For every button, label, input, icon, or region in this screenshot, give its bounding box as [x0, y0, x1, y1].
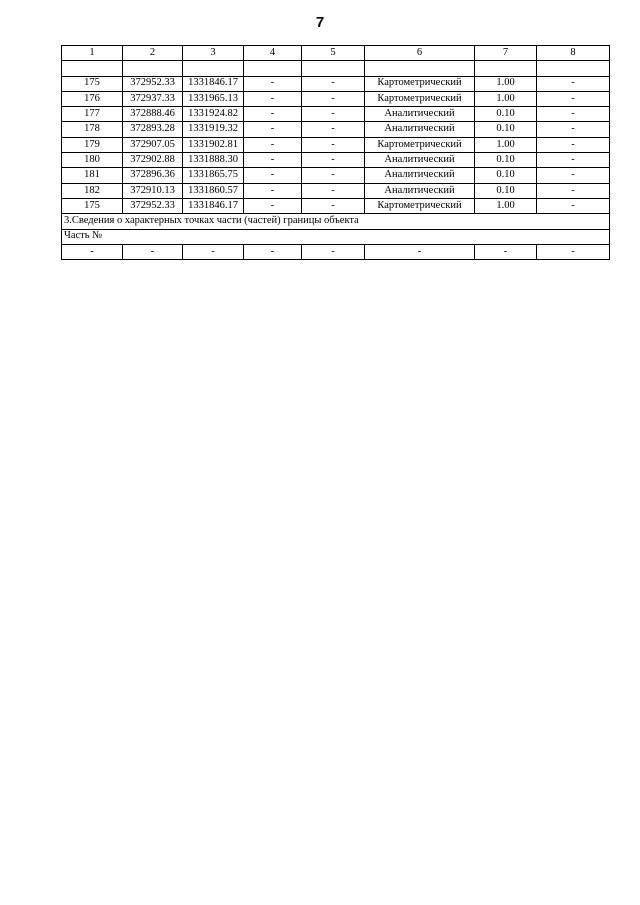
empty-cell — [365, 61, 475, 76]
table-row — [62, 198, 610, 213]
table-cell: Аналитический — [365, 168, 475, 183]
table-cell: - — [537, 153, 610, 168]
header-cell: 4 — [244, 46, 302, 61]
table-cell: 177 — [62, 107, 123, 122]
table-cell: - — [244, 76, 302, 91]
table-cell: - — [302, 168, 365, 183]
table-cell: 180 — [62, 153, 123, 168]
table-cell: - — [537, 91, 610, 106]
table-cell: - — [302, 244, 365, 259]
empty-cell — [475, 61, 537, 76]
table-cell: 179 — [62, 137, 123, 152]
table-row — [62, 168, 610, 183]
table-cell: - — [244, 153, 302, 168]
table-cell: Аналитический — [365, 122, 475, 137]
table-cell: - — [302, 122, 365, 137]
table-cell: - — [244, 168, 302, 183]
table-cell: 372952.33 — [123, 198, 183, 213]
table-cell: - — [537, 76, 610, 91]
table-cell: 1.00 — [475, 137, 537, 152]
table-cell: - — [244, 91, 302, 106]
part-label-row — [62, 229, 610, 244]
table-row — [62, 122, 610, 137]
table-cell: 176 — [62, 91, 123, 106]
table-cell: - — [302, 137, 365, 152]
table-cell: - — [244, 244, 302, 259]
table-cell: - — [302, 91, 365, 106]
table-cell: - — [537, 107, 610, 122]
empty-cell — [183, 61, 244, 76]
table-cell: - — [183, 244, 244, 259]
table-row — [62, 153, 610, 168]
table-cell: 0.10 — [475, 183, 537, 198]
part-points-row — [62, 244, 610, 259]
section-title: 3.Сведения о характерных точках части (частей) границы объекта — [62, 214, 610, 229]
table-cell: 372893.28 — [123, 122, 183, 137]
table-cell: - — [244, 137, 302, 152]
table-cell: 1.00 — [475, 198, 537, 213]
table-cell: 1331924.82 — [183, 107, 244, 122]
table-cell: Картометрический — [365, 76, 475, 91]
table-cell: 372952.33 — [123, 76, 183, 91]
table-cell: 181 — [62, 168, 123, 183]
table-cell: 0.10 — [475, 122, 537, 137]
table-cell: 0.10 — [475, 168, 537, 183]
table-cell: 1.00 — [475, 76, 537, 91]
table-cell: 1331965.13 — [183, 91, 244, 106]
table-cell: 175 — [62, 198, 123, 213]
empty-cell — [302, 61, 365, 76]
table-cell: Аналитический — [365, 183, 475, 198]
table-cell: - — [244, 122, 302, 137]
table-cell: 1331846.17 — [183, 76, 244, 91]
header-cell: 7 — [475, 46, 537, 61]
table-cell: - — [537, 137, 610, 152]
table-cell: Аналитический — [365, 107, 475, 122]
table-cell: 372888.46 — [123, 107, 183, 122]
part-label: Часть № — [62, 229, 610, 244]
table-cell: - — [537, 198, 610, 213]
header-cell: 8 — [537, 46, 610, 61]
empty-cell — [537, 61, 610, 76]
table-cell: - — [302, 76, 365, 91]
table-cell: 372910.13 — [123, 183, 183, 198]
header-cell: 1 — [62, 46, 123, 61]
table-cell: Картометрический — [365, 137, 475, 152]
header-cell: 6 — [365, 46, 475, 61]
table-cell: 1331865.75 — [183, 168, 244, 183]
table-cell: - — [475, 244, 537, 259]
table-row — [62, 107, 610, 122]
table-cell: 372907.05 — [123, 137, 183, 152]
table-cell: 175 — [62, 76, 123, 91]
table-row — [62, 76, 610, 91]
table-cell: - — [537, 168, 610, 183]
empty-cell — [244, 61, 302, 76]
table-cell: 1331860.57 — [183, 183, 244, 198]
table-cell: Картометрический — [365, 91, 475, 106]
table-cell: - — [302, 183, 365, 198]
table-cell: - — [537, 122, 610, 137]
table-cell: 0.10 — [475, 153, 537, 168]
table-cell: 182 — [62, 183, 123, 198]
table-cell: - — [302, 107, 365, 122]
header-cell: 3 — [183, 46, 244, 61]
empty-row — [62, 61, 610, 76]
table-cell: 178 — [62, 122, 123, 137]
table-cell: - — [244, 198, 302, 213]
table-row — [62, 91, 610, 106]
section-title-row — [62, 214, 610, 229]
header-cell: 5 — [302, 46, 365, 61]
table-cell: - — [537, 183, 610, 198]
table-cell: 372937.33 — [123, 91, 183, 106]
table-cell: 372902.88 — [123, 153, 183, 168]
header-cell: 2 — [123, 46, 183, 61]
table-cell: - — [123, 244, 183, 259]
table-cell: - — [537, 244, 610, 259]
table-cell: 1331902.81 — [183, 137, 244, 152]
table-cell: 1331846.17 — [183, 198, 244, 213]
empty-cell — [123, 61, 183, 76]
table-cell: 1.00 — [475, 91, 537, 106]
table-cell: 372896.36 — [123, 168, 183, 183]
page-number: 7 — [315, 14, 325, 31]
table-cell: 0.10 — [475, 107, 537, 122]
table-cell: - — [302, 198, 365, 213]
header-row — [62, 46, 610, 61]
table-cell: 1331888.30 — [183, 153, 244, 168]
characteristic-points-table — [61, 45, 610, 260]
table-row — [62, 183, 610, 198]
table-cell: Картометрический — [365, 198, 475, 213]
table-cell: - — [244, 183, 302, 198]
table-cell: - — [62, 244, 123, 259]
table-cell: - — [244, 107, 302, 122]
table-row — [62, 137, 610, 152]
table-cell: Аналитический — [365, 153, 475, 168]
table-body — [62, 46, 610, 260]
empty-cell — [62, 61, 123, 76]
table-cell: - — [365, 244, 475, 259]
table-cell: 1331919.32 — [183, 122, 244, 137]
table-cell: - — [302, 153, 365, 168]
